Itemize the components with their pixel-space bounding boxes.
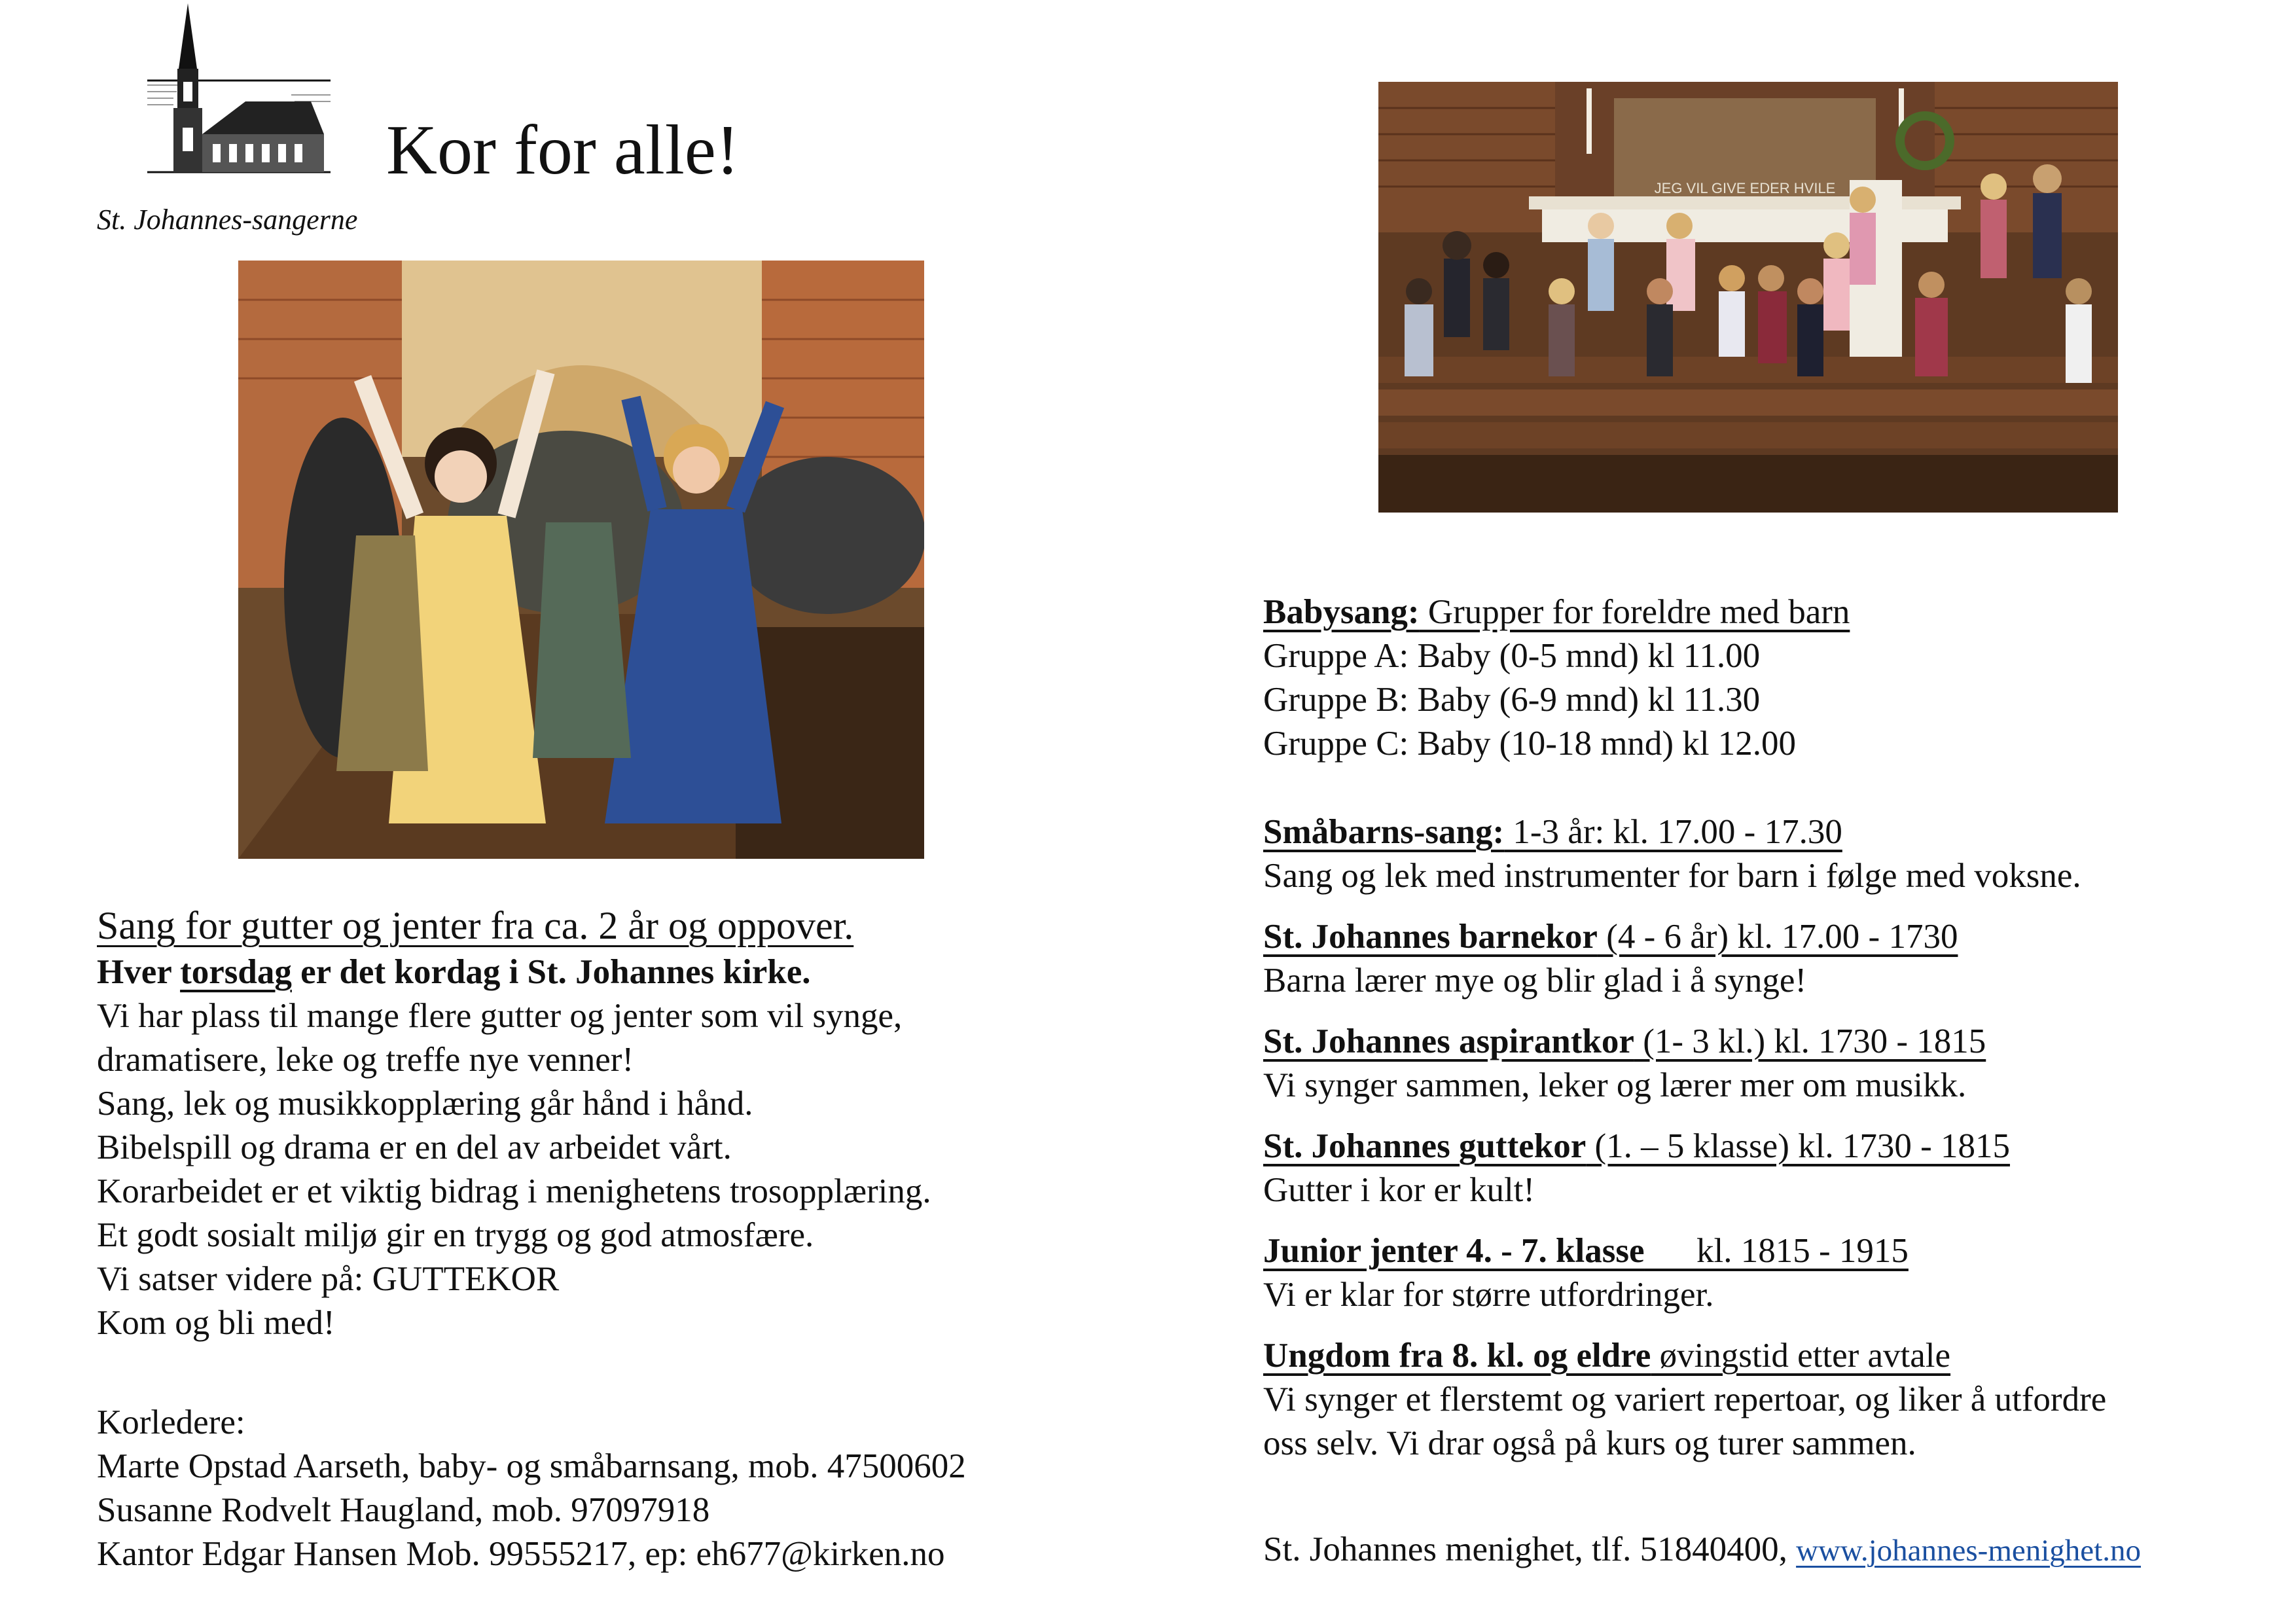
leaders-block: [97, 1401, 966, 1576]
section-heading: [1263, 810, 2081, 854]
leader-line: Marte Opstad Aarseth, baby- og småbarnsang, mob. 47500602: [97, 1447, 966, 1485]
body-line: Bibelspill og drama er en del av arbeidet vårt.: [97, 1128, 732, 1166]
website-link[interactable]: www.johannes-menighet.no: [1796, 1534, 2141, 1568]
smabarns-section: [1263, 810, 2081, 898]
section-desc: Barna lærer mye og blir glad i å synge!: [1263, 962, 1807, 1000]
babysang-label: Babysang:: [1263, 593, 1420, 631]
aspirantkor-section: [1263, 1020, 1986, 1108]
section-title: St. Johannes guttekor: [1263, 1127, 1587, 1165]
children-procession-photo: [238, 261, 924, 859]
babysang-section: [1263, 590, 1850, 766]
kordag-post: er det kordag i St. Johannes kirke.: [291, 953, 811, 991]
leaders-heading: Korledere:: [97, 1403, 245, 1441]
section-desc: Gutter i kor er kult!: [1263, 1171, 1535, 1209]
contact-text: St. Johannes menighet, tlf. 51840400,: [1263, 1530, 1797, 1568]
kordag-pre: Hver: [97, 953, 181, 991]
children-choir-altar-photo: [1378, 82, 2118, 513]
church-icon: [147, 3, 331, 175]
body-line: dramatisere, leke og treffe nye venner!: [97, 1041, 634, 1079]
section-heading: [1263, 1020, 1986, 1064]
section-detail: (1. – 5 klasse) kl. 1730 - 1815: [1586, 1127, 2010, 1165]
left-headline: Sang for gutter og jenter fra ca. 2 år og oppover.: [97, 904, 854, 947]
section-heading: [1263, 1229, 1909, 1273]
body-line: Korarbeidet er et viktig bidrag i menighetens trosopplæring.: [97, 1172, 931, 1210]
section-detail: øvingstid etter avtale: [1651, 1337, 1951, 1375]
logo-caption: St. Johannes-sangerne: [97, 204, 358, 236]
body-line: Sang, lek og musikkopplæring går hånd i hånd.: [97, 1085, 753, 1123]
section-heading: [1263, 1125, 2056, 1168]
section-title: Junior jenter 4. - 7. klasse: [1263, 1232, 1645, 1270]
section-detail: (1- 3 kl.) kl. 1730 - 1815: [1634, 1022, 1986, 1060]
section-title: St. Johannes aspirantkor: [1263, 1022, 1634, 1060]
section-desc: Sang og lek med instrumenter for barn i følge med voksne.: [1263, 857, 2081, 895]
section-detail: kl. 1815 - 1915: [1644, 1232, 1909, 1270]
babysang-rest: Grupper for foreldre med barn: [1419, 593, 1850, 631]
church-logo: [147, 3, 331, 175]
section-desc: oss selv. Vi drar også på kurs og turer sammen.: [1263, 1424, 1916, 1462]
barnekor-section: [1263, 915, 1958, 1003]
altar-inscription: JEG VIL GIVE EDER HVILE: [1654, 180, 1836, 196]
section-detail: 1-3 år: kl. 17.00 - 17.30: [1504, 813, 1842, 851]
section-title: Ungdom fra 8. kl. og eldre: [1263, 1337, 1651, 1375]
page-title: Kor for alle!: [386, 111, 740, 189]
babysang-group: Gruppe A: Baby (0-5 mnd) kl 11.00: [1263, 637, 1761, 675]
left-body: [97, 994, 931, 1345]
section-heading: [1263, 1334, 2106, 1378]
section-desc: Vi synger et flerstemt og variert repertoar, og liker å utfordre: [1263, 1380, 2107, 1418]
ungdom-section: [1263, 1334, 2106, 1466]
body-line: Kom og bli med!: [97, 1304, 335, 1342]
section-detail: (4 - 6 år) kl. 17.00 - 1730: [1597, 918, 1958, 956]
contact-line: [1263, 1528, 2141, 1573]
body-line: Vi satser videre på: GUTTEKOR: [97, 1260, 560, 1298]
kordag-day: torsdag: [180, 953, 292, 991]
babysang-group: Gruppe C: Baby (10-18 mnd) kl 12.00: [1263, 725, 1797, 763]
body-line: Vi har plass til mange flere gutter og jenter som vil synge,: [97, 997, 903, 1035]
junior-section: [1263, 1229, 1909, 1317]
body-line: Et godt sosialt miljø gir en trygg og god atmosfære.: [97, 1216, 814, 1254]
section-title: St. Johannes barnekor: [1263, 918, 1598, 956]
babysang-heading: [1263, 590, 1850, 634]
section-heading: [1263, 915, 1958, 959]
section-desc: Vi er klar for større utfordringer.: [1263, 1276, 1714, 1314]
section-desc: Vi synger sammen, leker og lærer mer om musikk.: [1263, 1066, 1967, 1104]
guttekor-section: [1263, 1125, 2056, 1212]
section-title: Småbarns-sang:: [1263, 813, 1505, 851]
kordag-line: [97, 950, 810, 994]
leader-line: Kantor Edgar Hansen Mob. 99555217, ep: eh677@kirken.no: [97, 1535, 945, 1573]
leader-line: Susanne Rodvelt Haugland, mob. 97097918: [97, 1491, 710, 1529]
babysang-group: Gruppe B: Baby (6-9 mnd) kl 11.30: [1263, 681, 1761, 719]
